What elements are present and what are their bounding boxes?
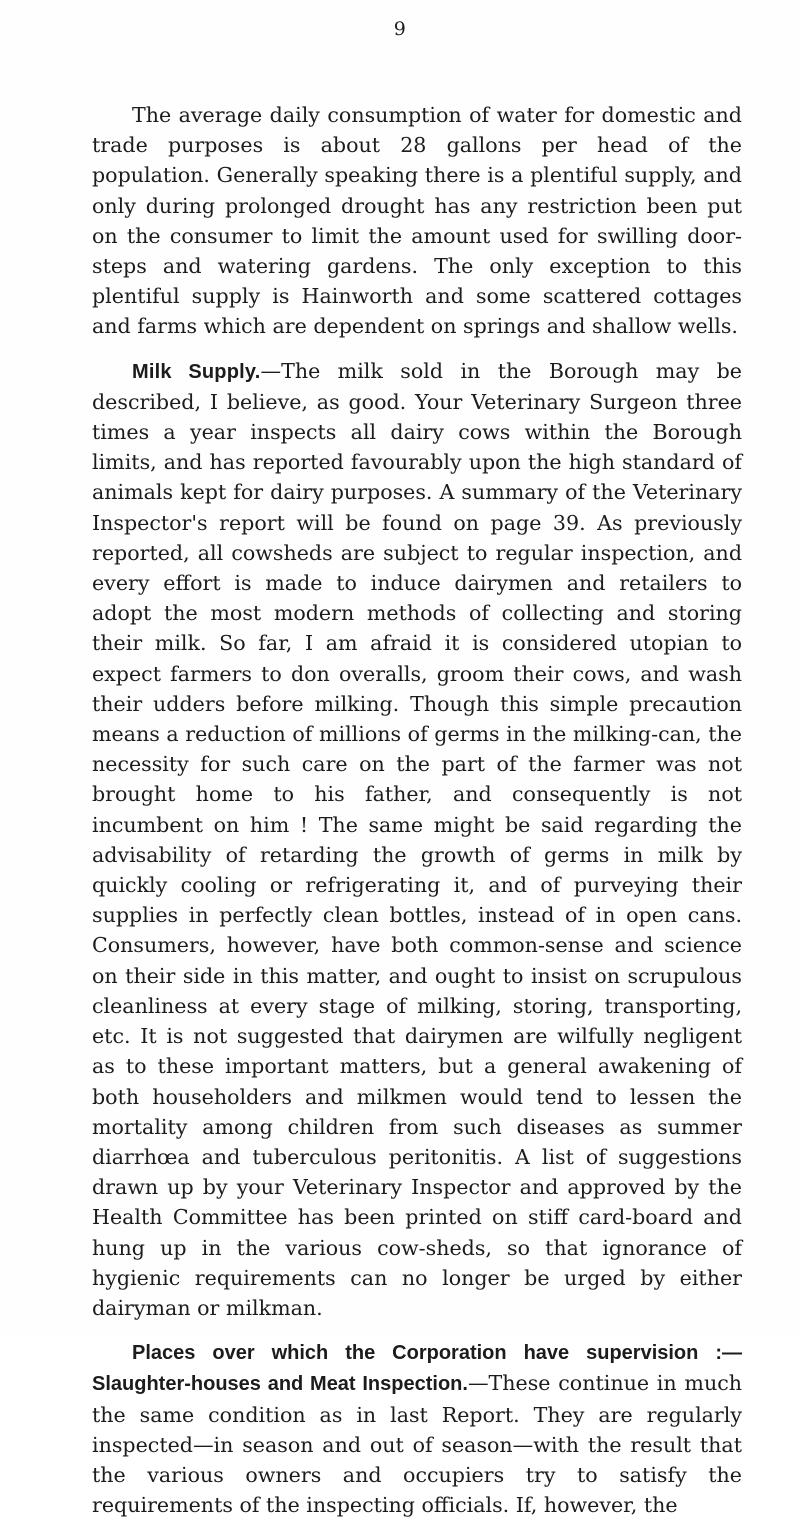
slaughter-houses-heading: —Slaughter-houses and Meat Inspection. bbox=[92, 1342, 742, 1396]
milk-supply-text: —The milk sold in the Borough may be described, I believe, as good. Your Veterinary Surgeon three times a year inspects all dairy cows within the Borough limits, and has reported favourably upon the high standard of animals kept for dairy purposes. A summary of the Veterinary Inspector's report will be found on page 39. As previously reported, all cowsheds are subject to regular inspection, and every effort is made to induce dairymen and retailers to adopt the most modern methods of collecting and storing their milk. So far, I am afraid it is considered utopian to expect farmers to don overalls, groom their cows, and wash their udders before milking. Though this simple precaution means a reduction of millions of germs in the milking-can, the necessity for such care on the part of the farmer was not brought home to his father, and consequently is not incumbent on him ! The same might be said regarding the advisability of retarding the growth of germs in milk by quickly cooling or refrigerating it, and of purveying their supplies in perfectly clean bottles, instead of in open cans. Consumers, however, have both common-sense and science on their side in this matter, and ought to insist on scrupulous cleanliness at every stage of milking, storing, transporting, etc. It is not suggested that dairymen are wilfully negligent as to these important matters, but a general awakening of both householders and milkmen would tend to lessen the mortality among children from such diseases as summer diarrhœa and tuberculous peritonitis. A list of suggestions drawn up by your Veterinary Inspector and approved by the Health Committee has been printed on stiff card-board and hung up in the various cow-sheds, so that ignorance of hygienic requirements can no longer be urged by either dairyman or milkman. bbox=[92, 358, 742, 1320]
places-supervision-paragraph bbox=[92, 1337, 742, 1520]
page-number: 9 bbox=[393, 18, 407, 40]
slaughter-houses-text: —These continue in much the same condition as in last Report. They are regularly inspected—in season and out of season—with the result that the various owners and occupiers try to satisfy the requirements of the inspecting officials. If, however, the bbox=[92, 1371, 743, 1518]
milk-supply-paragraph bbox=[92, 356, 742, 1324]
body-text bbox=[92, 100, 742, 1520]
places-supervision-heading: Places over which the Corporation have supervision : bbox=[132, 1342, 722, 1365]
milk-supply-heading: Milk Supply. bbox=[132, 360, 261, 383]
water-consumption-paragraph bbox=[92, 100, 742, 342]
water-consumption-text: The average daily consumption of water for domestic and trade purposes is about 28 gallons per head of the population. Generally speaking there is a plentiful supply, and only during prolonged drought has any restriction been put on the consumer to limit the amount used for swilling door-steps and watering gardens. The only exception to this plentiful supply is Hainworth and some scattered cottages and farms which are dependent on springs and shallow wells. bbox=[92, 103, 742, 339]
